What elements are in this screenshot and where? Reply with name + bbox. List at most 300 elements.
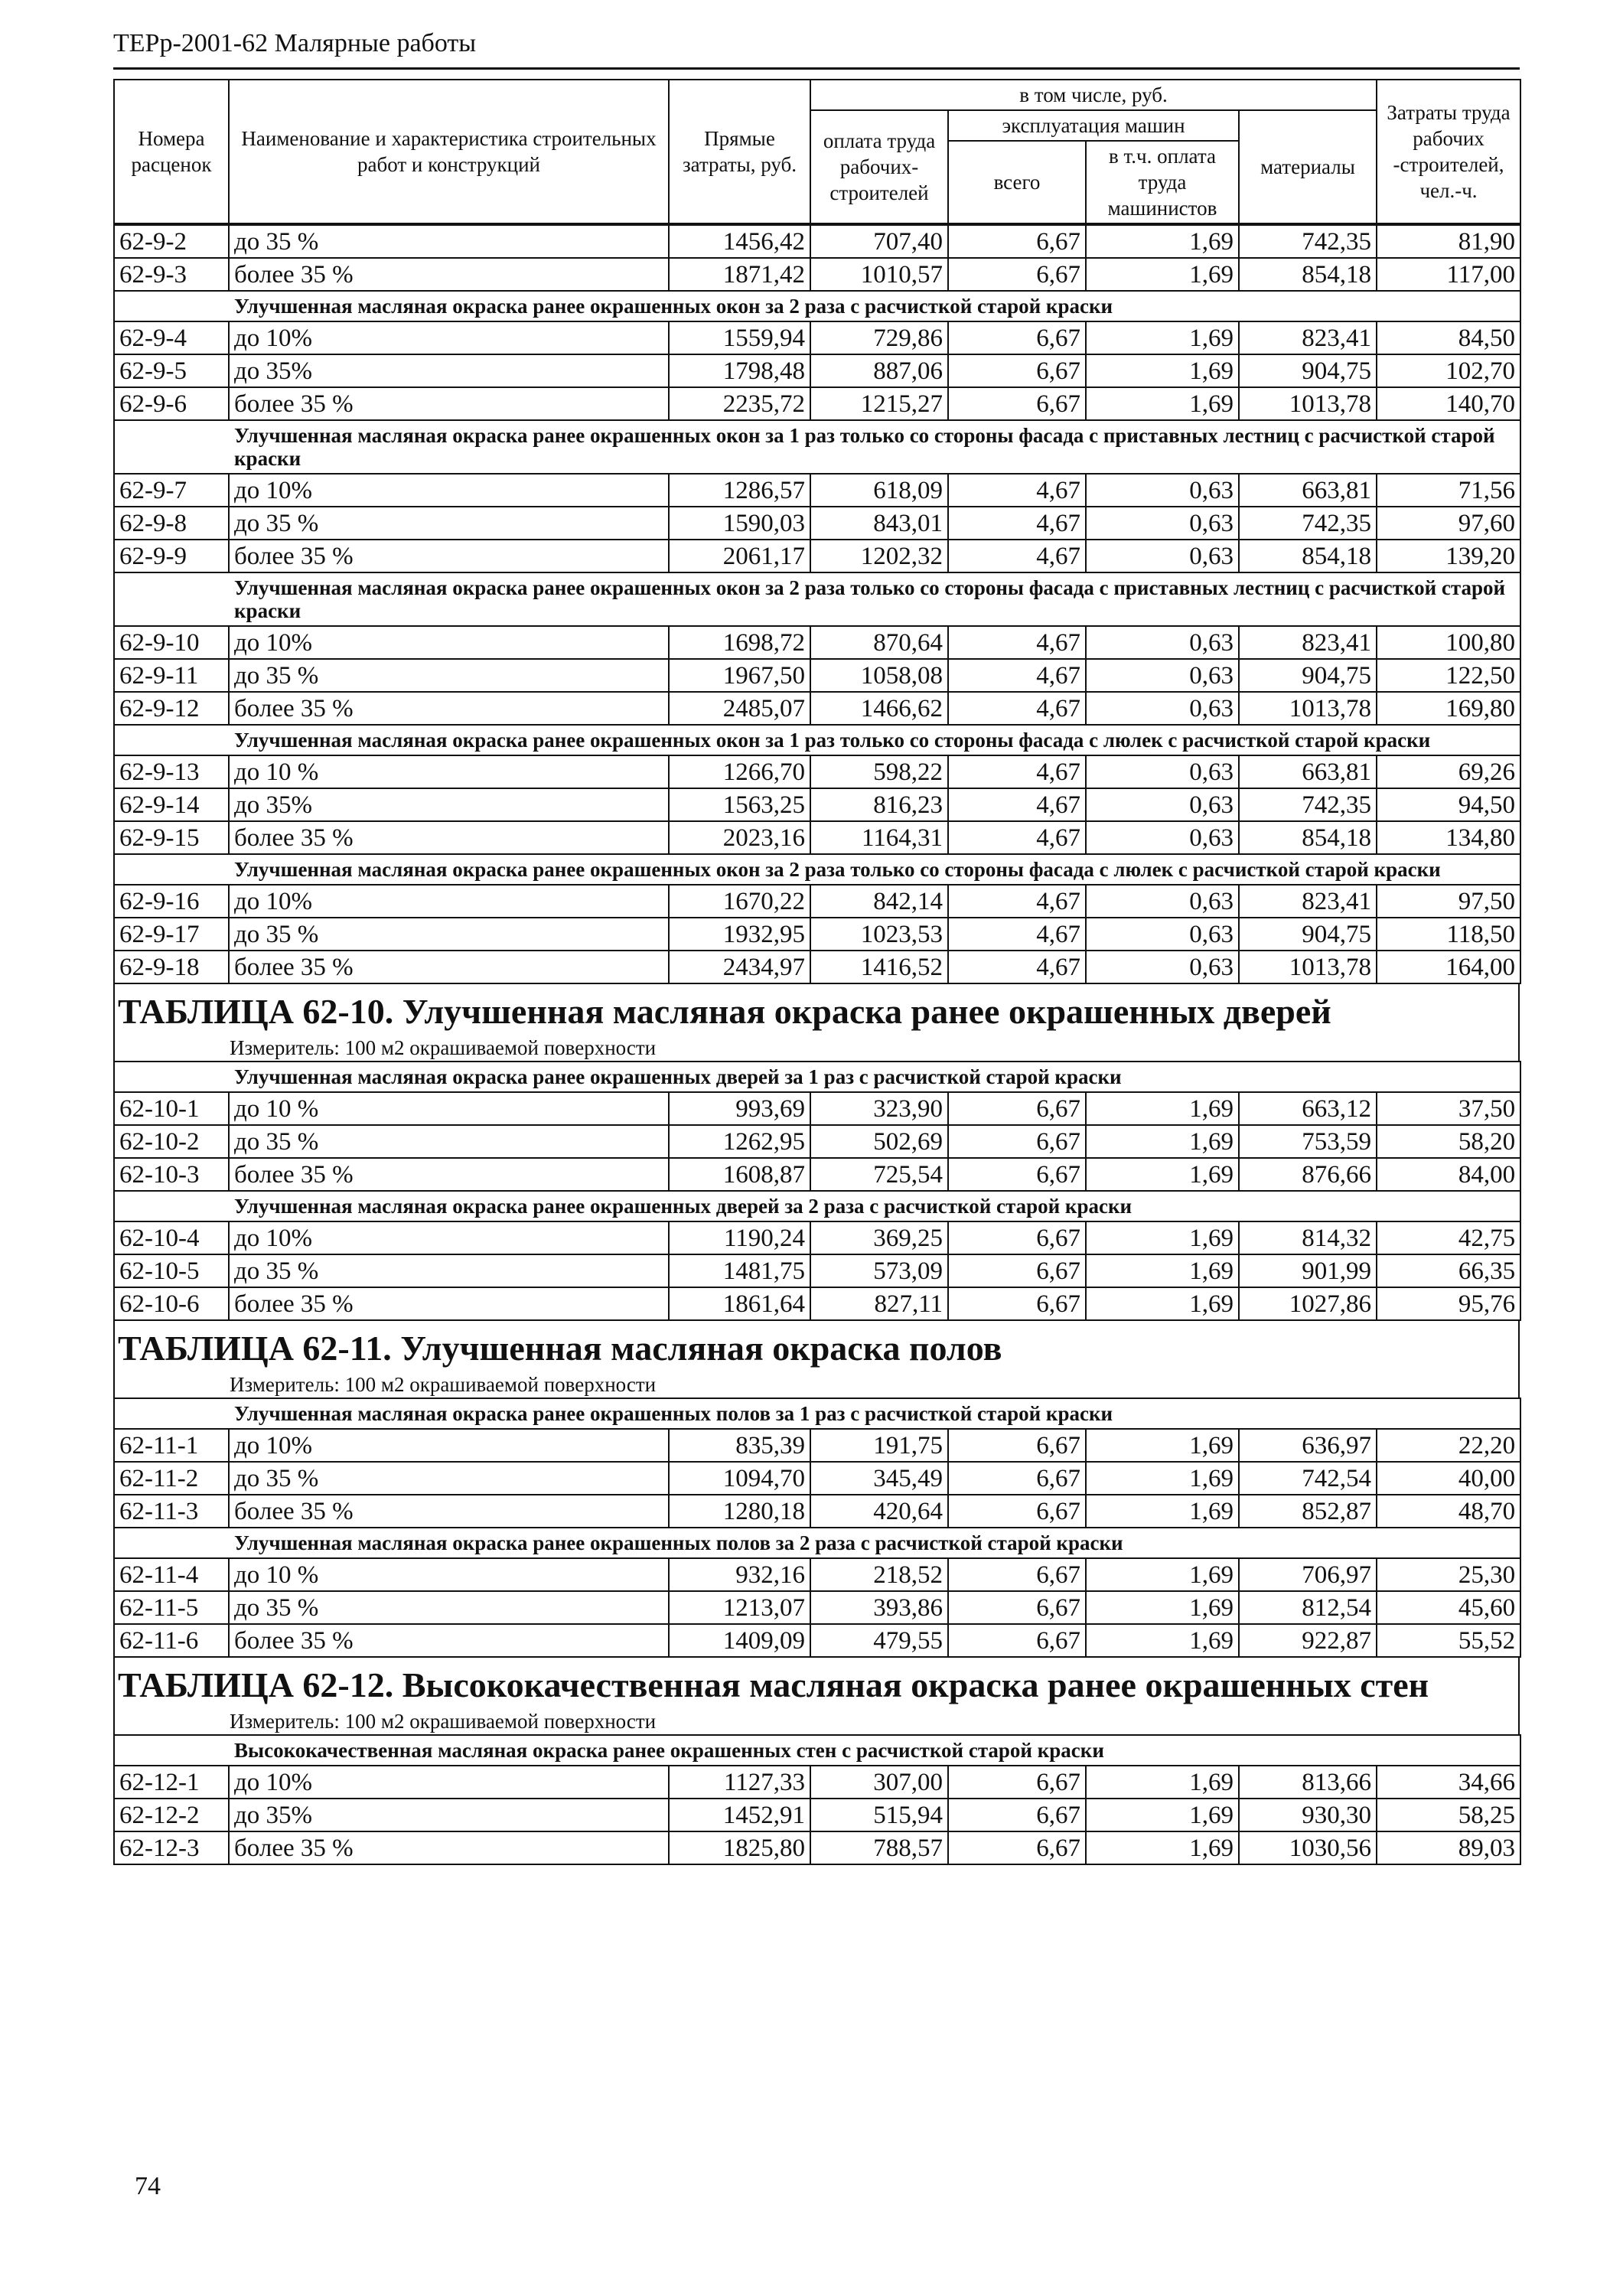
machine-cost: 4,67 [948,692,1086,725]
machinist-wages: 1,69 [1086,1799,1239,1831]
machinist-wages: 0,63 [1086,692,1239,725]
direct-cost: 1280,18 [669,1495,810,1528]
materials-cost: 904,75 [1239,918,1377,951]
materials-cost: 823,41 [1239,321,1377,354]
materials-cost: 753,59 [1239,1125,1377,1158]
table-row [114,918,1520,951]
machine-cost: 6,67 [948,1831,1086,1864]
machine-cost: 6,67 [948,1558,1086,1591]
table-title-block [113,1321,1520,1397]
table-62-9 [113,224,1520,984]
machine-cost: 6,67 [948,387,1086,420]
materials-cost: 854,18 [1239,821,1377,854]
machine-cost: 6,67 [948,1221,1086,1254]
table-row [114,659,1520,692]
machine-cost: 6,67 [948,1591,1086,1624]
rates-table [113,224,1521,984]
labor-hours: 55,52 [1377,1624,1520,1657]
machinist-wages: 1,69 [1086,1125,1239,1158]
table-meter: Измеритель: 100 м2 окрашиваемой поверхности [230,1373,657,1396]
rate-code: 62-9-6 [114,387,229,420]
table-row [114,1831,1520,1864]
work-name: до 35 % [229,1125,669,1158]
machinist-wages: 0,63 [1086,788,1239,821]
table-row [114,258,1520,291]
rate-code: 62-9-12 [114,692,229,725]
materials-cost: 904,75 [1239,354,1377,387]
direct-cost: 1213,07 [669,1591,810,1624]
direct-cost: 1670,22 [669,885,810,918]
materials-cost: 854,18 [1239,258,1377,291]
rates-table [113,1397,1521,1658]
table-title: ТАБЛИЦА 62-10. Улучшенная масляная окраска ранее окрашенных дверей [118,992,1331,1031]
section-heading [114,420,1520,474]
rate-code: 62-10-2 [114,1125,229,1158]
work-name: более 35 % [229,258,669,291]
table-row [114,951,1520,983]
table-row [114,788,1520,821]
table-title-block [113,1658,1520,1734]
direct-cost: 1452,91 [669,1799,810,1831]
direct-cost: 993,69 [669,1092,810,1125]
machinist-wages: 1,69 [1086,1221,1239,1254]
header-direct: Прямые затраты, руб. [669,80,810,223]
machinist-wages: 0,63 [1086,885,1239,918]
direct-cost: 1409,09 [669,1624,810,1657]
rate-code: 62-11-1 [114,1429,229,1462]
labor-hours: 102,70 [1377,354,1520,387]
machinist-wages: 1,69 [1086,1831,1239,1864]
rate-code: 62-9-16 [114,885,229,918]
machinist-wages: 1,69 [1086,1429,1239,1462]
table-62-10 [113,984,1520,1321]
table-row [114,225,1520,258]
machine-cost: 4,67 [948,755,1086,788]
direct-cost: 1481,75 [669,1254,810,1287]
wages-cost: 598,22 [810,755,948,788]
direct-cost: 932,16 [669,1558,810,1591]
table-row [114,1092,1520,1125]
machine-cost: 4,67 [948,659,1086,692]
machinist-wages: 0,63 [1086,659,1239,692]
rate-code: 62-12-1 [114,1766,229,1799]
materials-cost: 876,66 [1239,1158,1377,1191]
work-name: до 10% [229,1429,669,1462]
rate-code: 62-11-2 [114,1462,229,1495]
section-heading-row [114,572,1520,626]
rate-code: 62-11-4 [114,1558,229,1591]
section-heading-row [114,291,1520,321]
direct-cost: 1127,33 [669,1766,810,1799]
header-including: в том числе, руб. [810,80,1377,110]
machine-cost: 6,67 [948,1092,1086,1125]
labor-hours: 97,50 [1377,885,1520,918]
materials-cost: 922,87 [1239,1624,1377,1657]
rate-code: 62-10-5 [114,1254,229,1287]
materials-cost: 930,30 [1239,1799,1377,1831]
section-heading-text: Улучшенная масляная окраска ранее окрашенных дверей за 2 раза с расчисткой старой краски [234,1195,1133,1218]
labor-hours: 117,00 [1377,258,1520,291]
table-row [114,1799,1520,1831]
direct-cost: 1094,70 [669,1462,810,1495]
direct-cost: 2061,17 [669,540,810,572]
direct-cost: 1286,57 [669,474,810,507]
wages-cost: 870,64 [810,626,948,659]
materials-cost: 823,41 [1239,885,1377,918]
labor-hours: 71,56 [1377,474,1520,507]
wages-cost: 420,64 [810,1495,948,1528]
work-name: более 35 % [229,1495,669,1528]
machinist-wages: 1,69 [1086,1624,1239,1657]
section-heading [114,1398,1520,1429]
rate-code: 62-9-17 [114,918,229,951]
labor-hours: 81,90 [1377,225,1520,258]
table-62-12 [113,1658,1520,1865]
materials-cost: 663,12 [1239,1092,1377,1125]
machine-cost: 6,67 [948,1429,1086,1462]
machine-cost: 6,67 [948,258,1086,291]
machine-cost: 4,67 [948,626,1086,659]
section-heading-text: Улучшенная масляная окраска ранее окрашенных окон за 1 раз только со стороны фасада с приставных лестниц с расчисткой старой краски [234,424,1495,470]
machine-cost: 6,67 [948,1495,1086,1528]
labor-hours: 94,50 [1377,788,1520,821]
materials-cost: 852,87 [1239,1495,1377,1528]
section-heading-row [114,1191,1520,1221]
rate-code: 62-12-3 [114,1831,229,1864]
wages-cost: 307,00 [810,1766,948,1799]
labor-hours: 48,70 [1377,1495,1520,1528]
wages-cost: 393,86 [810,1591,948,1624]
page-number: 74 [135,2172,161,2200]
work-name: до 35% [229,788,669,821]
materials-cost: 742,54 [1239,1462,1377,1495]
work-name: более 35 % [229,540,669,572]
machine-cost: 6,67 [948,1624,1086,1657]
materials-cost: 742,35 [1239,225,1377,258]
machine-cost: 6,67 [948,1254,1086,1287]
wages-cost: 369,25 [810,1221,948,1254]
labor-hours: 45,60 [1377,1591,1520,1624]
direct-cost: 2235,72 [669,387,810,420]
wages-cost: 1215,27 [810,387,948,420]
table-row [114,1254,1520,1287]
column-header-table [113,79,1521,224]
materials-cost: 663,81 [1239,755,1377,788]
machinist-wages: 1,69 [1086,1287,1239,1320]
work-name: до 10% [229,626,669,659]
direct-cost: 1932,95 [669,918,810,951]
work-name: более 35 % [229,1287,669,1320]
machine-cost: 6,67 [948,1799,1086,1831]
section-heading-row [114,1398,1520,1429]
materials-cost: 901,99 [1239,1254,1377,1287]
header-mach-wages: в т.ч. оплата труда машинистов [1086,141,1239,223]
direct-cost: 1266,70 [669,755,810,788]
work-name: более 35 % [229,692,669,725]
section-heading [114,1191,1520,1221]
materials-cost: 742,35 [1239,507,1377,540]
rate-code: 62-12-2 [114,1799,229,1831]
direct-cost: 1871,42 [669,258,810,291]
work-name: более 35 % [229,1831,669,1864]
labor-hours: 122,50 [1377,659,1520,692]
direct-cost: 1798,48 [669,354,810,387]
labor-hours: 22,20 [1377,1429,1520,1462]
machinist-wages: 1,69 [1086,258,1239,291]
materials-cost: 814,32 [1239,1221,1377,1254]
wages-cost: 502,69 [810,1125,948,1158]
wages-cost: 515,94 [810,1799,948,1831]
wages-cost: 573,09 [810,1254,948,1287]
work-name: до 10 % [229,1092,669,1125]
labor-hours: 25,30 [1377,1558,1520,1591]
direct-cost: 1559,94 [669,321,810,354]
machine-cost: 6,67 [948,225,1086,258]
machinist-wages: 1,69 [1086,321,1239,354]
wages-cost: 1164,31 [810,821,948,854]
wages-cost: 827,11 [810,1287,948,1320]
materials-cost: 1027,86 [1239,1287,1377,1320]
materials-cost: 742,35 [1239,788,1377,821]
header-mach-total: всего [948,141,1086,223]
machinist-wages: 0,63 [1086,951,1239,983]
wages-cost: 618,09 [810,474,948,507]
running-head: ТЕРр-2001-62 Малярные работы [113,29,477,57]
labor-hours: 140,70 [1377,387,1520,420]
machinist-wages: 1,69 [1086,1158,1239,1191]
machinist-wages: 1,69 [1086,354,1239,387]
materials-cost: 1030,56 [1239,1831,1377,1864]
machinist-wages: 0,63 [1086,474,1239,507]
work-name: более 35 % [229,387,669,420]
direct-cost: 1262,95 [669,1125,810,1158]
wages-cost: 479,55 [810,1624,948,1657]
machinist-wages: 0,63 [1086,755,1239,788]
header-machines: эксплуатация машин [948,110,1239,141]
section-heading-text: Улучшенная масляная окраска ранее окрашенных окон за 2 раза с расчисткой старой краски [234,295,1113,318]
machine-cost: 4,67 [948,821,1086,854]
section-heading [114,1528,1520,1558]
work-name: более 35 % [229,1624,669,1657]
direct-cost: 835,39 [669,1429,810,1462]
table-row [114,507,1520,540]
rate-code: 62-10-4 [114,1221,229,1254]
labor-hours: 118,50 [1377,918,1520,951]
work-name: до 35 % [229,225,669,258]
labor-hours: 134,80 [1377,821,1520,854]
wages-cost: 788,57 [810,1831,948,1864]
section-heading-text: Высококачественная масляная окраска ранее окрашенных стен с расчисткой старой краски [234,1739,1104,1762]
table-row [114,354,1520,387]
materials-cost: 636,97 [1239,1429,1377,1462]
materials-cost: 854,18 [1239,540,1377,572]
rate-code: 62-9-9 [114,540,229,572]
direct-cost: 1967,50 [669,659,810,692]
wages-cost: 1010,57 [810,258,948,291]
header-rule [113,67,1520,70]
machine-cost: 4,67 [948,951,1086,983]
machinist-wages: 1,69 [1086,1462,1239,1495]
work-name: до 10% [229,885,669,918]
section-heading [114,1735,1520,1766]
labor-hours: 58,25 [1377,1799,1520,1831]
table-row [114,1221,1520,1254]
table-row [114,885,1520,918]
direct-cost: 2023,16 [669,821,810,854]
section-heading-row [114,1062,1520,1092]
table-row [114,1158,1520,1191]
work-name: более 35 % [229,951,669,983]
rate-code: 62-9-3 [114,258,229,291]
section-heading-text: Улучшенная масляная окраска ранее окрашенных окон за 2 раза только со стороны фасада с люлек с расчисткой старой краски [234,858,1441,881]
wages-cost: 842,14 [810,885,948,918]
table-62-11 [113,1321,1520,1658]
rate-code: 62-9-15 [114,821,229,854]
wages-cost: 816,23 [810,788,948,821]
rate-code: 62-9-10 [114,626,229,659]
rates-table [113,1734,1521,1865]
table-row [114,1495,1520,1528]
rate-code: 62-10-3 [114,1158,229,1191]
table-row [114,1462,1520,1495]
labor-hours: 100,80 [1377,626,1520,659]
direct-cost: 1861,64 [669,1287,810,1320]
table-row [114,1125,1520,1158]
section-heading-row [114,1528,1520,1558]
materials-cost: 1013,78 [1239,387,1377,420]
direct-cost: 2434,97 [669,951,810,983]
work-name: до 35% [229,354,669,387]
machinist-wages: 1,69 [1086,1092,1239,1125]
work-name: до 35 % [229,659,669,692]
machine-cost: 4,67 [948,474,1086,507]
work-name: до 10% [229,321,669,354]
table-meter: Измеритель: 100 м2 окрашиваемой поверхности [230,1036,657,1059]
labor-hours: 84,00 [1377,1158,1520,1191]
section-heading-row [114,725,1520,755]
machine-cost: 6,67 [948,1462,1086,1495]
rate-code: 62-11-6 [114,1624,229,1657]
labor-hours: 89,03 [1377,1831,1520,1864]
labor-hours: 37,50 [1377,1092,1520,1125]
labor-hours: 97,60 [1377,507,1520,540]
wages-cost: 1416,52 [810,951,948,983]
wages-cost: 1466,62 [810,692,948,725]
section-heading [114,854,1520,885]
wages-cost: 191,75 [810,1429,948,1462]
rate-code: 62-9-13 [114,755,229,788]
work-name: до 10% [229,1766,669,1799]
wages-cost: 707,40 [810,225,948,258]
rates-table [113,1061,1521,1321]
machinist-wages: 0,63 [1086,540,1239,572]
machinist-wages: 1,69 [1086,387,1239,420]
labor-hours: 95,76 [1377,1287,1520,1320]
table-row [114,755,1520,788]
labor-hours: 42,75 [1377,1221,1520,1254]
work-name: до 35 % [229,1591,669,1624]
machinist-wages: 0,63 [1086,626,1239,659]
table-row [114,321,1520,354]
table-title: ТАБЛИЦА 62-11. Улучшенная масляная окраска полов [118,1329,1002,1368]
price-table-frame [113,79,1520,1865]
rate-code: 62-10-6 [114,1287,229,1320]
rate-code: 62-11-5 [114,1591,229,1624]
wages-cost: 345,49 [810,1462,948,1495]
header-labor: Затраты труда рабочих -строителей, чел.-ч. [1377,80,1520,223]
work-name: до 35 % [229,507,669,540]
table-row [114,1558,1520,1591]
materials-cost: 813,66 [1239,1766,1377,1799]
labor-hours: 164,00 [1377,951,1520,983]
work-name: более 35 % [229,821,669,854]
direct-cost: 1608,87 [669,1158,810,1191]
direct-cost: 2485,07 [669,692,810,725]
labor-hours: 34,66 [1377,1766,1520,1799]
table-row [114,626,1520,659]
labor-hours: 40,00 [1377,1462,1520,1495]
labor-hours: 69,26 [1377,755,1520,788]
table-row [114,1429,1520,1462]
wages-cost: 1058,08 [810,659,948,692]
table-row [114,1591,1520,1624]
labor-hours: 169,80 [1377,692,1520,725]
direct-cost: 1590,03 [669,507,810,540]
section-heading [114,725,1520,755]
machinist-wages: 1,69 [1086,225,1239,258]
wages-cost: 218,52 [810,1558,948,1591]
section-heading [114,291,1520,321]
rate-code: 62-9-5 [114,354,229,387]
work-name: до 10% [229,474,669,507]
materials-cost: 663,81 [1239,474,1377,507]
work-name: до 35 % [229,918,669,951]
materials-cost: 1013,78 [1239,692,1377,725]
table-row [114,1624,1520,1657]
machine-cost: 4,67 [948,540,1086,572]
work-name: до 35% [229,1799,669,1831]
direct-cost: 1190,24 [669,1221,810,1254]
machinist-wages: 0,63 [1086,821,1239,854]
wages-cost: 323,90 [810,1092,948,1125]
machinist-wages: 0,63 [1086,918,1239,951]
materials-cost: 904,75 [1239,659,1377,692]
rate-code: 62-9-11 [114,659,229,692]
machine-cost: 6,67 [948,354,1086,387]
machine-cost: 4,67 [948,885,1086,918]
work-name: до 35 % [229,1462,669,1495]
rate-code: 62-9-4 [114,321,229,354]
machinist-wages: 1,69 [1086,1558,1239,1591]
header-name: Наименование и характеристика строительных работ и конструкций [229,80,669,223]
direct-cost: 1825,80 [669,1831,810,1864]
machine-cost: 4,67 [948,507,1086,540]
machinist-wages: 1,69 [1086,1495,1239,1528]
table-row [114,821,1520,854]
table-row [114,692,1520,725]
machine-cost: 6,67 [948,321,1086,354]
work-name: до 35 % [229,1254,669,1287]
section-heading-text: Улучшенная масляная окраска ранее окрашенных окон за 2 раза только со стороны фасада с приставных лестниц с расчисткой старой краски [234,576,1506,622]
wages-cost: 725,54 [810,1158,948,1191]
rate-code: 62-9-18 [114,951,229,983]
header-wages: оплата труда рабочих-строителей [810,110,948,223]
section-heading-row [114,854,1520,885]
wages-cost: 887,06 [810,354,948,387]
labor-hours: 139,20 [1377,540,1520,572]
wages-cost: 1023,53 [810,918,948,951]
work-name: до 10 % [229,755,669,788]
